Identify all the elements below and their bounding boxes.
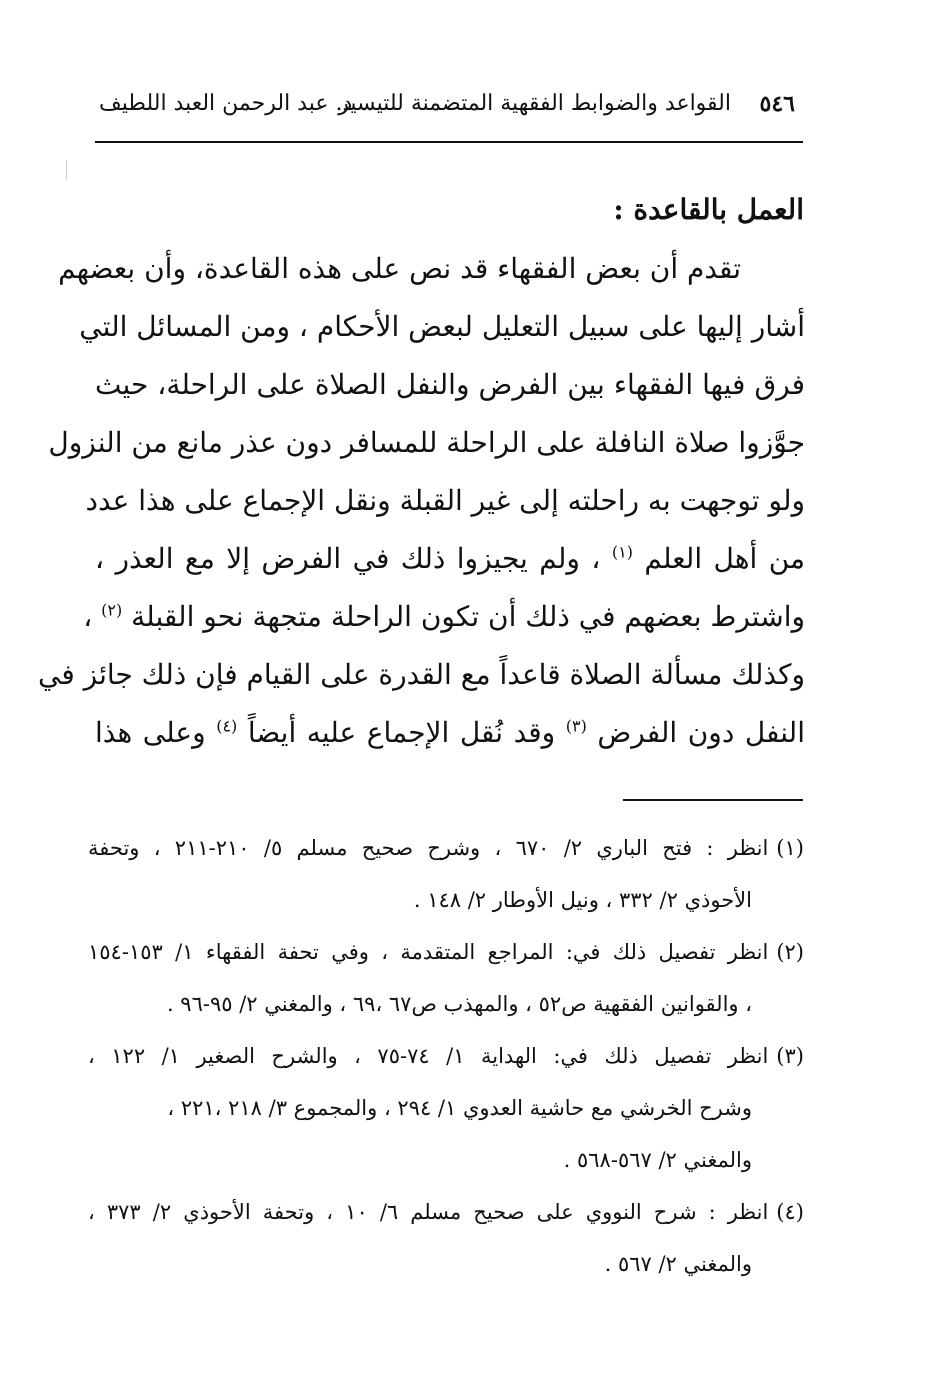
header-divider	[95, 141, 803, 143]
running-header	[95, 86, 803, 126]
footnote-ref-3[interactable]: (٣)	[565, 716, 587, 736]
footnote-line: والمغني ٢/ ٥٦٧-٥٦٨ .	[563, 1148, 752, 1172]
body-text-segment: واشترط بعضهم في ذلك أن تكون الراحلة متجهة نحو القبلة	[131, 600, 805, 633]
body-text-segment: وقد نُقل الإجماع عليه أيضاً	[247, 716, 556, 749]
body-line: تقدم أن بعض الفقهاء قد نص على هذه القاعدة، وأن بعضهم	[58, 252, 741, 285]
footnote-text: انظر تفصيل ذلك في: المراجع المتقدمة ، وفي تحفة الفقهاء ١/ ١٥٣-١٥٤	[88, 940, 769, 964]
page-number: ٥٤٦	[759, 91, 795, 117]
footnote-number: (٤)	[776, 1200, 804, 1224]
footnote-ref-1[interactable]: (١)	[611, 542, 633, 562]
footnote-3	[88, 1030, 804, 1186]
footnote-line	[88, 1030, 804, 1082]
footnote-line: وشرح الخرشي مع حاشية العدوي ١/ ٢٩٤ ، والمجموع ٣/ ٢١٨ ،٢٢١ ،	[167, 1096, 752, 1120]
footnote-ref-2[interactable]: (٢)	[101, 600, 123, 620]
body-line	[95, 704, 805, 762]
body-line: فرق فيها الفقهاء بين الفرض والنفل الصلاة على الراحلة، حيث	[95, 368, 805, 401]
body-text-segment: وعلى هذا	[95, 716, 206, 749]
footnote-number: (٣)	[776, 1044, 804, 1068]
footnote-line: ، والقوانين الفقهية ص٥٢ ، والمهذب ص٦٧ ،٦٩ ، والمغني ٢/ ٩٥-٩٦ .	[166, 992, 752, 1016]
author-name: د. عبد الرحمن العبد اللطيف	[99, 91, 353, 116]
body-text-segment: النفل دون الفرض	[597, 716, 805, 749]
footnote-text: انظر تفصيل ذلك في: الهداية ١/ ٧٤-٧٥ ، والشرح الصغير ١/ ١٢٢ ،	[88, 1044, 769, 1068]
footnote-4	[88, 1186, 804, 1290]
footnote-line	[88, 822, 804, 874]
footnotes-section	[88, 822, 804, 1290]
body-text-segment: من أهل العلم	[644, 542, 806, 575]
footnote-number: (١)	[776, 836, 804, 860]
body-text-segment: ،	[83, 600, 93, 633]
body-line: ولو توجهت به راحلته إلى غير القبلة ونقل الإجماع على هذا عدد	[85, 484, 805, 517]
body-line	[83, 588, 805, 646]
footnote-text: انظر : فتح الباري ٢/ ٦٧٠ ، وشرح صحيح مسلم ٥/ ٢١٠-٢١١ ، وتحفة	[88, 836, 769, 860]
footnote-1	[88, 822, 804, 926]
body-line: جوَّزوا صلاة النافلة على الراحلة للمسافر دون عذر مانع من النزول	[48, 426, 805, 459]
footnote-line: والمغني ٢/ ٥٦٧ .	[604, 1252, 752, 1276]
footnote-text: انظر : شرح النووي على صحيح مسلم ٦/ ١٠ ، وتحفة الأحوذي ٢/ ٣٧٣ ،	[88, 1200, 769, 1224]
footnote-number: (٢)	[776, 940, 804, 964]
footnote-divider	[623, 799, 803, 801]
footnote-line	[88, 926, 804, 978]
footnote-line	[88, 1186, 804, 1238]
footnote-ref-4[interactable]: (٤)	[216, 716, 238, 736]
book-title: القواعد والضوابط الفقهية المتضمنة للتيسير	[338, 91, 731, 116]
body-line: وكذلك مسألة الصلاة قاعداً مع القدرة على القيام فإن ذلك جائز في	[38, 658, 805, 691]
body-line	[95, 530, 805, 588]
body-paragraph	[38, 240, 806, 762]
body-text-segment: ، ولم يجيزوا ذلك في الفرض إلا مع العذر ،	[95, 542, 601, 575]
body-line: أشار إليها على سبيل التعليل لبعض الأحكام ، ومن المسائل التي	[79, 310, 805, 343]
margin-mark	[66, 160, 67, 180]
footnote-line: الأحوذي ٢/ ٣٣٢ ، ونيل الأوطار ٢/ ١٤٨ .	[413, 888, 752, 912]
section-heading: العمل بالقاعدة :	[613, 193, 804, 226]
footnote-2	[88, 926, 804, 1030]
